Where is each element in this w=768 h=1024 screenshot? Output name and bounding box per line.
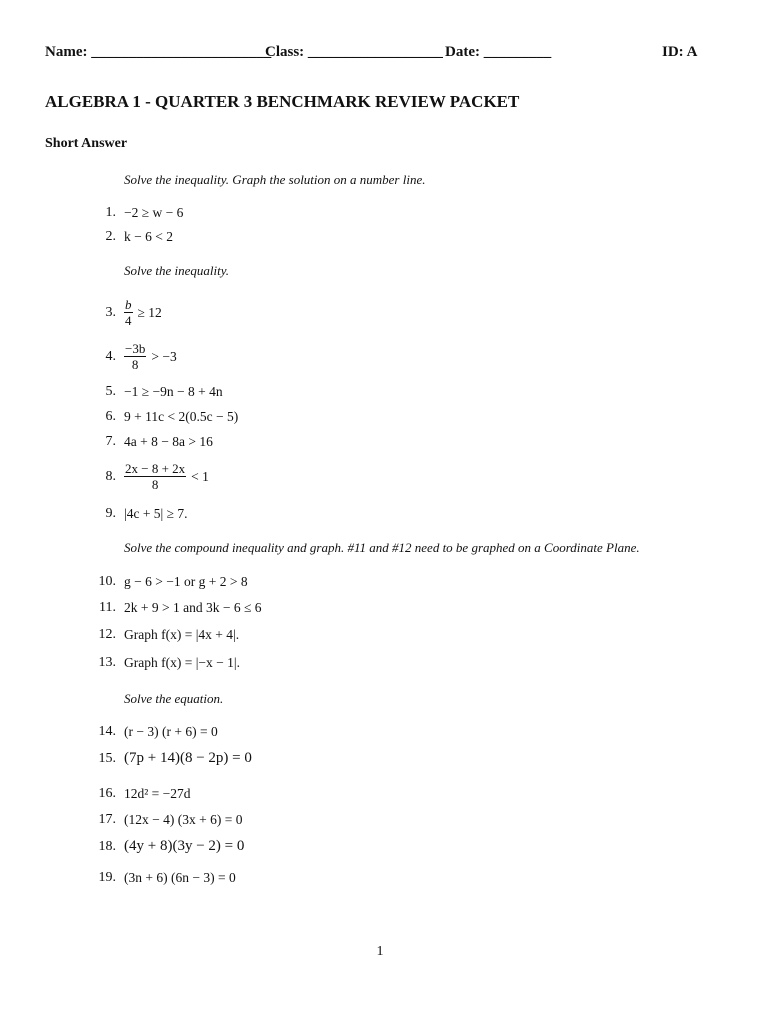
problem-number: 12.	[98, 627, 116, 642]
problem-number: 16.	[98, 786, 116, 801]
problem-number: 15.	[98, 751, 116, 766]
problem-expression: 4a + 8 − 8a > 16	[124, 434, 213, 449]
problem-expression: −1 ≥ −9n − 8 + 4n	[124, 384, 223, 399]
fraction-denominator: 8	[131, 357, 139, 372]
problem-expression	[124, 461, 209, 492]
problem-number: 10.	[98, 574, 116, 589]
fraction-denominator: 4	[125, 313, 132, 328]
problem-number: 11.	[99, 600, 116, 615]
fraction-numerator: b	[125, 297, 132, 312]
instruction-2: Solve the inequality.	[124, 263, 230, 278]
problem-number: 17.	[98, 812, 116, 827]
fraction	[124, 297, 133, 328]
instruction-3: Solve the compound inequality and graph. #11 and #12 need to be graphed on a Coordinate Plane.	[124, 540, 640, 555]
problem-number: 2.	[105, 229, 116, 244]
problem-expression: −2 ≥ w − 6	[124, 205, 184, 220]
problem-expression: (r − 3) (r + 6) = 0	[124, 724, 218, 739]
problem-number: 6.	[105, 409, 116, 424]
instruction-1: Solve the inequality. Graph the solution on a number line.	[124, 172, 426, 187]
problem-expression: 9 + 11c < 2(0.5c − 5)	[124, 409, 239, 424]
problem-expression: Graph f(x) = |−x − 1|.	[124, 655, 240, 670]
class-field-label: Class: __________________	[265, 44, 443, 60]
problem-expression: (3n + 6) (6n − 3) = 0	[124, 870, 236, 885]
problem-expression: k − 6 < 2	[124, 229, 173, 244]
problem-number: 7.	[105, 434, 116, 449]
fraction	[124, 341, 146, 372]
problem-expression	[124, 341, 177, 372]
fraction	[124, 461, 186, 492]
problem-expression: g − 6 > −1 or g + 2 > 8	[124, 574, 248, 589]
fraction-numerator: −3b	[125, 341, 146, 356]
expression-rest: ≥ 12	[137, 304, 162, 320]
expression-rest: < 1	[191, 468, 209, 484]
problem-number: 5.	[105, 384, 116, 399]
problem-expression	[124, 297, 162, 328]
date-field-label: Date: _________	[445, 44, 552, 60]
section-heading: Short Answer	[45, 136, 128, 151]
problem-expression: 2k + 9 > 1 and 3k − 6 ≤ 6	[124, 600, 262, 615]
instruction-4: Solve the equation.	[124, 691, 224, 706]
problem-number: 14.	[98, 724, 116, 739]
problem-expression: |4c + 5| ≥ 7.	[124, 506, 188, 521]
problem-expression: (12x − 4) (3x + 6) = 0	[124, 812, 243, 827]
header-line	[45, 44, 705, 66]
problem-expression: (7p + 14)(8 − 2p) = 0	[124, 750, 252, 766]
problem-number: 18.	[98, 839, 116, 854]
id-label: ID: A	[662, 44, 698, 60]
problem-number: 13.	[98, 655, 116, 670]
page-number: 1	[376, 944, 384, 959]
problem-expression: Graph f(x) = |4x + 4|.	[124, 627, 240, 642]
document-title: ALGEBRA 1 - QUARTER 3 BENCHMARK REVIEW PACKET	[45, 92, 520, 111]
expression-rest: > −3	[151, 348, 177, 364]
problem-number: 9.	[105, 506, 116, 521]
problem-number: 3.	[105, 305, 116, 320]
problem-number: 1.	[105, 205, 116, 220]
fraction-denominator: 8	[151, 477, 159, 492]
name-field-label: Name: ________________________	[45, 44, 272, 60]
problem-number: 4.	[105, 349, 116, 364]
problem-number: 8.	[105, 469, 116, 484]
problem-expression: (4y + 8)(3y − 2) = 0	[124, 838, 245, 854]
fraction-numerator: 2x − 8 + 2x	[125, 461, 186, 476]
problem-number: 19.	[98, 870, 116, 885]
problem-expression: 12d² = −27d	[124, 786, 191, 801]
